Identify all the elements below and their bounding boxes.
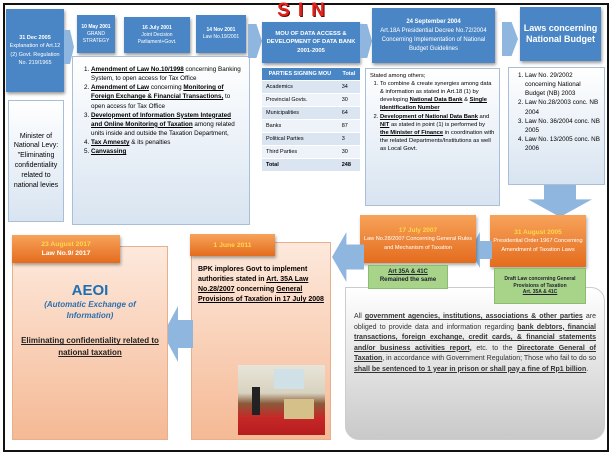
cell: 34 <box>338 81 360 94</box>
list-item <box>91 111 241 138</box>
cell: 87 <box>338 120 360 133</box>
law: Law No.9/ 2017 <box>41 250 91 257</box>
cell: Academics <box>262 81 338 94</box>
text: Art. 35A & 41C <box>522 289 558 296</box>
text: Art 35A & 41C <box>388 269 428 276</box>
column-header: Total <box>338 68 360 81</box>
bold: government agencies, institutions, associations & other parties <box>364 313 583 320</box>
table-row <box>262 146 360 159</box>
text: Remained the same <box>379 277 437 283</box>
cell: Municipalities <box>262 107 338 120</box>
table-row <box>262 133 360 146</box>
list-item <box>91 65 241 83</box>
mou-table <box>262 68 360 172</box>
cell: Third Parties <box>262 146 338 159</box>
bold: Canvassing <box>91 148 127 156</box>
table-row <box>262 94 360 107</box>
header-grand-strategy <box>77 15 115 53</box>
aug-2005-green <box>494 268 586 304</box>
bold: Development of Information System Integrated and Online Monitoring of Taxation <box>91 111 231 128</box>
aeoi-text: Eliminating confidentiality related to national taxation <box>21 336 159 358</box>
text: & its penalties <box>129 139 171 146</box>
minister-box <box>8 100 64 222</box>
speaker <box>252 387 260 415</box>
jun-2011-header <box>190 234 275 256</box>
list-item <box>91 83 241 110</box>
bold: Monitoring of Foreign Exchange & Financial Transactions, <box>91 84 224 101</box>
cell: 3 <box>338 133 360 146</box>
header-joint-decision <box>124 17 190 53</box>
text: concerning <box>234 286 277 294</box>
strategy-list <box>72 56 250 225</box>
date: 31 August 2005 <box>514 228 562 236</box>
text: concerning Banking System, to open access for Tax Office <box>91 66 241 83</box>
photo <box>238 365 325 435</box>
text: Art.18A Presidential Decree No.72/2004 Concerning Implementation of National Budget Guidelines <box>380 27 487 52</box>
list-item: 4. Law No. 13/2005 conc. NB 2006 <box>525 135 601 153</box>
decree-body <box>365 68 500 206</box>
decree-header <box>372 8 495 63</box>
table-row <box>262 120 360 133</box>
date: 14 Nov 2001 <box>206 27 236 33</box>
screen <box>274 369 304 389</box>
budget-list <box>508 67 605 185</box>
date: 10 May 2001 <box>81 23 111 30</box>
jul-2007-green <box>368 265 448 289</box>
bold: National Data Bank <box>409 97 463 104</box>
list-item: 2. Law No.28/2003 conc. NB 2004 <box>525 98 601 116</box>
table-total-row <box>262 159 360 172</box>
aeoi-title: AEOI <box>71 282 109 299</box>
bold: Amendment of Law <box>91 84 150 92</box>
date: 17 July 2007 <box>398 226 438 234</box>
bold: the Minister of Finance <box>380 129 444 136</box>
jul-2007-header <box>360 215 476 263</box>
aeoi-subtitle: (Automatic Exchange of Information) <box>44 300 136 321</box>
list-item <box>380 80 495 112</box>
bold: Amendment of Law No.10/1998 <box>91 66 184 73</box>
table-row <box>262 107 360 120</box>
list-item <box>91 138 241 147</box>
mou-title: MOU OF DATA ACCESS & DEVELOPMENT OF DATA BANK 2001-2005 <box>266 30 356 54</box>
budget-header <box>520 7 601 61</box>
cell: 30 <box>338 94 360 107</box>
text: to open access for Tax Office <box>91 93 231 110</box>
bold: Single Identification Number <box>380 97 487 112</box>
text: Presidential Order 1967 Concerning Amendment of Taxation Laws <box>493 238 583 253</box>
budget-title: Laws concerning National Budget <box>523 22 598 44</box>
date: 31 Dec 2005 <box>19 35 51 41</box>
cell: Provincial Govts. <box>262 94 338 107</box>
cell: Political Parties <box>262 133 338 146</box>
bold: shall be sentenced to 1 year in prison or shall pay a fine of Rp1 billion <box>354 365 587 373</box>
intro: Stated among others; <box>370 73 426 79</box>
date: 23 August 2017 <box>41 240 91 248</box>
bold: bank debtors, financial transactions, foreign exchange, credit cards, & financial statements and/or business activities report, <box>354 323 596 352</box>
text: , in accordance with Government Regulation; Those who fail to do so <box>382 355 596 362</box>
column-header: PARTIES SIGNING MOU <box>262 68 338 81</box>
text: All <box>354 313 365 320</box>
text: are obliged to provide data and information regarding <box>354 313 597 331</box>
text: BPK implores Govt to implement authorities stated in <box>198 266 308 284</box>
bold: Directorate General of Taxation <box>354 344 596 362</box>
text: and <box>477 113 490 120</box>
jun-2011-box <box>191 242 331 440</box>
mou-header <box>262 22 360 63</box>
text: & <box>462 97 470 104</box>
audience <box>284 399 314 419</box>
text: as stated in point (1) is performed by <box>389 121 486 128</box>
list-item: 1. Law No. 29/2002 concerning National Budget (NB) 2003 <box>525 71 601 98</box>
date: 1 June 2011 <box>213 241 252 249</box>
bold: Art. 35A Law No.28/2007 <box>198 276 309 294</box>
list-item <box>91 147 241 156</box>
bold: Tax Amnesty <box>91 139 130 146</box>
list-item: 3. Law No. 36/2004 conc. NB 2005 <box>525 117 601 135</box>
cell: 248 <box>338 159 360 172</box>
obligation-box <box>345 287 605 440</box>
box-2005 <box>6 9 64 92</box>
minister-quote: Minister of National Levy: "Eliminating confidentiality related to national levies <box>13 132 59 189</box>
text: To combine & create synergies among data & information as stated in Art.18 (1) by developing <box>380 81 492 104</box>
aug-2017-header <box>12 235 120 263</box>
cell: 30 <box>338 146 360 159</box>
bold: NIT <box>380 121 390 128</box>
date: 16 July 2001 <box>142 24 172 31</box>
text: Law No.19/2001 <box>202 34 240 40</box>
text: Explanation of Art.12 (2) Govt. Regulation No. 219/1965 <box>9 43 61 66</box>
cell: Banks <box>262 120 338 133</box>
list-item <box>380 113 495 154</box>
date: 24 September 2004 <box>406 18 461 25</box>
text: Joint Decision Parliament+Govt. <box>137 31 177 45</box>
aug-2005-header <box>490 215 586 267</box>
bold: General Provisions of Taxation in 17 July 2008 <box>198 286 324 304</box>
table-row <box>262 81 360 94</box>
text: Draft Law concerning General Provisions of Taxation <box>504 275 576 289</box>
sin-logo: SIN <box>277 0 333 21</box>
text: Law No.28/2007 Concerning General Rules and Mechanism of Taxation <box>363 236 473 251</box>
text: among related units inside and outside the Taxation Department, <box>91 120 235 137</box>
cell: Total <box>262 159 338 172</box>
header-law-19 <box>196 15 246 53</box>
text: in coordination with the related Departments/Institutions as well as Local Govt. <box>380 129 495 152</box>
text: etc. to the <box>471 344 518 352</box>
text: GRAND STRATEGY <box>82 30 110 44</box>
cell: 64 <box>338 107 360 120</box>
text: concerning <box>149 84 184 92</box>
aeoi-box <box>12 246 168 440</box>
text: . <box>586 365 589 373</box>
bold: Development of National Data Bank <box>380 113 478 120</box>
